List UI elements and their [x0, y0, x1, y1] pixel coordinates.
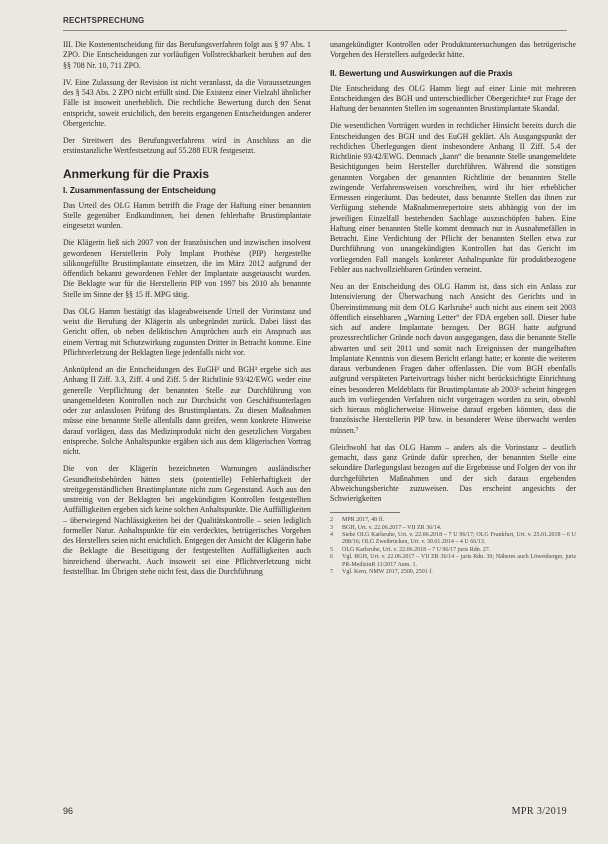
footnote [330, 525, 576, 532]
paragraph: Der Streitwert des Berufungsverfahrens wird in Anschluss an die erstinstanzliche Wertfestsetzung auf 55.288 EUR festgesetzt. [63, 136, 311, 156]
footnote-number: 5 [330, 546, 333, 553]
section-title: Anmerkung für die Praxis [63, 166, 210, 181]
footnote-text: BGH, Urt. v. 22.06.2017 – VII ZR 36/14. [342, 524, 442, 531]
left-column [63, 40, 311, 584]
footnote-rule [330, 512, 400, 513]
footnote [330, 517, 576, 524]
footnote-text: Vgl. BGH, Urt. v. 22.06.2017 – VII ZR 36/14 – juris Rdn. 30; Näheres auch Löwenberger, juris PR-MedizinR 11/2017 Anm. 1. [342, 554, 576, 568]
footnote [330, 554, 576, 569]
footnote-text: Vgl. Kern, NMW 2017, 2500, 2501 f. [342, 569, 433, 576]
footnote-text: Siehe OLG Karlsruhe, Urt. v. 22.06.2018 – 7 U 96/17; OLG Frankfurt, Urt. v. 25.01.2018 – 6 U 288/16; OLG Zweibrücken, Urt. v. 30.01.2014 – 4 U 66/13. [342, 532, 576, 546]
footnote-number: 2 [330, 517, 333, 524]
footnote-number: 3 [330, 524, 333, 531]
paragraph: Neu an der Entscheidung des OLG Hamm ist, dass sich ein Anlass zur Intensivierung der Überwachung nach Ansicht des Gerichts und in Übereinstimmung mit dem OLG Karlsruhe⁵ auch nicht aus einem seit 2003 öffentlich einsehbaren „Warning Letter“ der FDA ergeben soll. Dieser habe sich auf andere Implantate bezogen. Der BGH hatte aufgrund prozessrechtlicher Gründe noch davon ausgegangen, dass die benannte Stelle abwarten und seit 2011 und somit nach Ereignissen der mangelhaften Implantate Kenntnis von diesem Bericht erlangt hatte; er konnte die weiteren daraus verbundenen Fragen daher offenlassen. Die vom BGH ebenfalls aufgrund verspäteten Parteivortrags bisher nicht berücksichtigte Einrichtung eines besonderen Meldeblatts für Brustimplantate ab 2003⁶ scheint hingegen auch im vorliegenden Verfahren nicht vorgetragen worden zu sein, obwohl sich hieraus möglicherweise Hinweise darauf ergeben könnten, dass die französische Herstellerin PIP bzw. in besonderer Weise überwacht werden müssen.⁷ [330, 282, 576, 435]
paragraph: unangekündigter Kontrollen oder Produktuntersuchungen das betrügerische Vorgehen des Herstellers aufgedeckt hätte. [330, 40, 576, 60]
paragraph: III. Die Kostenentscheidung für das Berufungsverfahren folgt aus § 97 Abs. 1 ZPO. Die Entscheidungen zur vorläufigen Vollstreckbarkeit beruhen auf den §§ 708 Nr. 10, 711 ZPO. [63, 40, 311, 70]
subsection-title: I. Zusammenfassung der Entscheidung [63, 185, 216, 195]
footnote [330, 569, 576, 576]
paragraph: Anknüpfend an die Entscheidungen des EuGH² und BGH³ ergebe sich aus Anhang II Ziff. 3.3, Ziff. 4 und Ziff. 5 der Richtlinie 93/42/EWG weder eine generelle Verpflichtung der benannten Stelle zur Durchführung von unangemeldeten Kontrollen noch zur Durchsicht von Geschäftsunterlagen oder zur anlasslosen Prüfung des Brustimplantats. Zu diesen Maßnahmen müsse eine benannte Stelle allenfalls dann greifen, wenn konkrete Hinweise darauf vorlägen, dass das Medizinprodukt nicht den gesetzlichen Vorgaben entspreche. Solche Anhaltspunkte ergäben sich aus dem klägerischen Vortrag nicht. [63, 365, 311, 456]
page-number: 96 [63, 806, 74, 816]
footnote-text: MPR 2017, 48 ff. [342, 517, 385, 524]
footnotes [330, 517, 576, 576]
paragraph: Die Entscheidung des OLG Hamm liegt auf einer Linie mit mehreren Entscheidungen des BGH und unterschiedlicher Obergerichte⁴ zur Frage der Haftung der benannten Stellen im sogenannten Brustimplantate Skandal. [330, 83, 576, 113]
paragraph: Das OLG Hamm bestätigt das klageabweisende Urteil der Vorinstanz und weist die Berufung der Klägerin als unbegründet zurück. Dabei lässt das Gericht offen, ob neben deliktischen Ansprüchen auch ein Anspruch aus einem Vertrag mit Schutzwirkung zugunsten Dritter in Betracht komme. Eine Pflichtverletzung der Beklagten liege jedenfalls nicht vor. [63, 306, 311, 357]
paragraph: Gleichwohl hat das OLG Hamm – anders als die Vorinstanz – deutlich gemacht, dass ganz Gründe dafür sprechen, der benannten Stelle eine sekundäre Darlegungslast bezogen auf die Ergebnisse und Folgen der von ihr durchgeführten Maßnahmen und der sich daraus ergebenden Abweichungsberichte zuzuweisen. Das erscheint angesichts der Schwierigkeiten [330, 442, 576, 503]
footnote [330, 547, 576, 554]
running-head: RECHTSPRECHUNG [63, 16, 145, 25]
footnote-number: 4 [330, 532, 333, 539]
footnote-text: OLG Karlsruhe, Urt. v. 22.06.2018 – 7 U 96/17 juris Rdn. 27. [342, 546, 491, 553]
footnote-number: 6 [330, 554, 333, 561]
paragraph: Die von der Klägerin bezeichneten Warnungen ausländischer Gesundheitsbehörden hätten stets (potentielle) Fehlerhaftigkeit der streitgegenständlichen Brustimplantate nicht zum Gegenstand. Auch aus den unstreitig von der Beklagten bei angekündigten Kontrollen festgestellten Auffälligkeiten ergeben sich keine solchen Anhaltspunkte. Die Auffälligkeiten – überwiegend Nachlässigkeiten bei der Qualitätskontrolle – seien lediglich formeller Natur. Anhaltspunkte für ein verdecktes, betrügerisches Vorgehen des Herstellers seien nicht ersichtlich. Entgegen der Ansicht der Klägerin habe die Beklagte die Beseitigung der festgestellten Auffälligkeiten auch hinreichend überwacht. Auch insoweit sei eine Pflichtverletzung nicht feststellbar. Im Übrigen stehe nicht fest, dass die Durchführung [63, 464, 311, 576]
header-rule [63, 30, 567, 31]
right-column [330, 40, 576, 577]
paragraph: Die wesentlichen Vorträgen wurden in rechtlicher Hinsicht bereits durch die Entscheidungen des BGH und des EuGH geklärt. Als Ausgangspunkt der rechtlichen Überlegungen dient insbesondere Anhang II Ziff. 5.4 der Richtlinie 93/42/EWG. Demnach „kann“ die benannte Stelle unangemeldete Besichtigungen beim Hersteller durchführen. Während die sonstigen genannten Vorgaben der genannten Richtlinie der benannten Stelle zwingende Verfahrensweisen vorschreiben, wird ihr hier erheblicher Ermessen eingeräumt. Das bedeutet, dass benannte Stellen das ihnen zur Verfügung stehende Maßnahmenrepertoire stets abhängig von der im jeweiligen Einzelfall bestehenden Sachlage auszuschöpfen haben. Eine Haftung einer benannten Stelle kommt demnach nur in Ausnahmefällen in Betracht. Eine Verdichtung der Pflicht der benannten Stellen etwa zur Durchführung von unangekündigten Kontrollen hat das Gericht im vorliegenden Fall mangels konkreter Anhaltspunkte für produktbezogene Fehler aus nachvollziehbaren Gründen verneint. [330, 121, 576, 274]
paragraph: Die Klägerin ließ sich 2007 von der französischen und inzwischen insolvent gewordenen Herstellerin Poly Implant Prothèse (PIP) hergestellte silikongefüllte Brustimplantate einsetzen, die im März 2012 aufgrund der öffentlich bekannt gewordenen Fehler der Implantate ausgetauscht wurden. Die Beklagte war für die Herstellerin PIP von 1997 bis 2010 als benannte Stelle im Sinne der §§ 15 ff. MPG tätig. [63, 238, 311, 299]
subsection-title: II. Bewertung und Auswirkungen auf die Praxis [330, 68, 513, 78]
journal-name: MPR 3/2019 [511, 806, 567, 817]
footnote [330, 532, 576, 547]
paragraph: IV. Eine Zulassung der Revision ist nicht veranlasst, da die Voraussetzungen des § 543 Abs. 2 ZPO nicht erfüllt sind. Die Existenz einer Vielzahl ähnlicher Fälle ist insoweit unerheblich. Die rechtliche Bewertung durch den Senat entspricht, soweit ersichtlich, den bereits ergangenen Entscheidungen anderer Obergerichte. [63, 77, 311, 128]
paragraph: Das Urteil des OLG Hamm betrifft die Frage der Haftung einer benannten Stelle gegenüber Endkundinnen, bei denen fehlerhafte Brustimplantate eingesetzt wurden. [63, 200, 311, 230]
footnote-number: 7 [330, 569, 333, 576]
